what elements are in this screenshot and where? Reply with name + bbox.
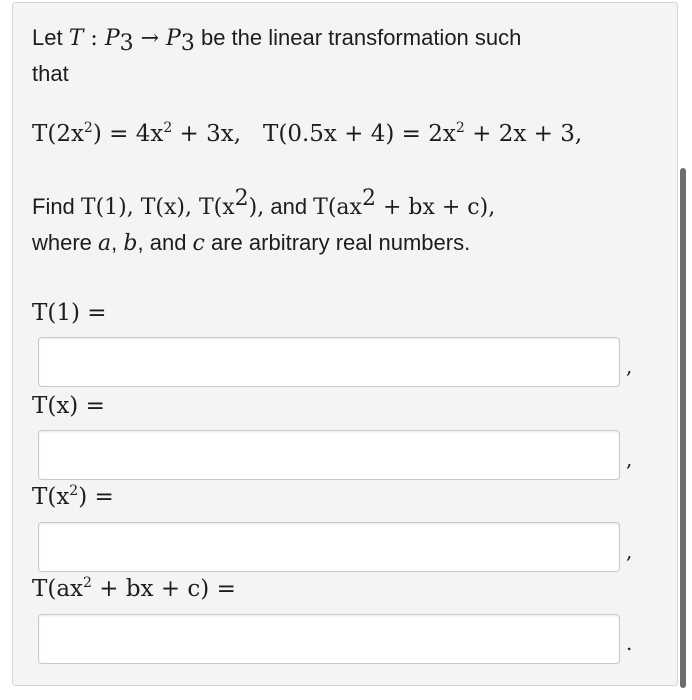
exponent: 2 [83, 120, 93, 136]
condition-2-tail: + 2x + 3, [464, 121, 583, 147]
separator: , and [137, 230, 193, 255]
intro-line-2: that [32, 61, 69, 86]
separator: , [111, 230, 124, 255]
prompt-text: T(x) = [32, 393, 105, 419]
exponent: 2 [361, 186, 376, 211]
exponent: 2 [455, 120, 465, 136]
find-items-close: ), [248, 195, 265, 220]
find-word: Find [32, 194, 81, 219]
prompt-text: T(ax [32, 576, 83, 602]
exponent: 2 [234, 186, 249, 211]
intro-rest: be the linear transformation such [194, 25, 522, 50]
answer-input-t1[interactable] [38, 337, 620, 387]
condition-1-rhs: ) = 4x [92, 121, 164, 147]
prompt-text: T(x [32, 484, 70, 510]
answer-punct: , [626, 447, 633, 471]
prompt-label-tx [32, 393, 105, 419]
find-items: T(1), T(x), T(x [80, 195, 235, 220]
condition-equations [32, 121, 582, 147]
where-rest: are arbitrary real numbers. [204, 230, 471, 255]
var-c: c [192, 231, 205, 256]
answer-input-tgeneral[interactable] [38, 614, 620, 664]
domain-subscript: 3 [119, 31, 134, 56]
answer-punct: . [626, 631, 633, 655]
find-last: T(ax [313, 195, 362, 220]
codomain-space: P [166, 26, 181, 51]
intro-line [32, 20, 521, 57]
condition-1-lhs: T(2x [32, 121, 84, 147]
exponent: 2 [163, 120, 173, 136]
prompt-label-tgeneral [32, 576, 236, 602]
answer-punct: , [626, 539, 633, 563]
answer-input-tx[interactable] [38, 430, 620, 480]
prompt-text: T(1) = [32, 300, 107, 326]
prompt-label-tx2 [32, 484, 114, 510]
prompt-text-close: ) = [78, 484, 114, 510]
map-symbol: T [68, 26, 84, 51]
var-b: b [123, 231, 138, 256]
colon: : [83, 26, 105, 51]
codomain-subscript: 3 [180, 31, 195, 56]
find-last-close: + bx + c), [375, 195, 496, 220]
answer-input-tx2[interactable] [38, 522, 620, 572]
prompt-label-t1 [32, 300, 107, 326]
intro-text: Let [32, 25, 63, 50]
find-line [32, 186, 496, 226]
scrollbar[interactable] [680, 168, 686, 688]
condition-2-lhs: T(0.5x + 4) = 2x [263, 121, 456, 147]
find-and: and [264, 194, 314, 219]
prompt-text-close: + bx + c) = [91, 576, 236, 602]
var-a: a [98, 231, 112, 256]
exponent: 2 [69, 483, 79, 499]
answer-punct: , [626, 354, 633, 378]
exponent: 2 [83, 575, 92, 591]
domain-space: P [104, 26, 120, 51]
where-text: where [32, 230, 99, 255]
condition-1-tail: + 3x, [172, 121, 242, 147]
arrow: → [133, 26, 167, 51]
where-line [32, 225, 470, 262]
